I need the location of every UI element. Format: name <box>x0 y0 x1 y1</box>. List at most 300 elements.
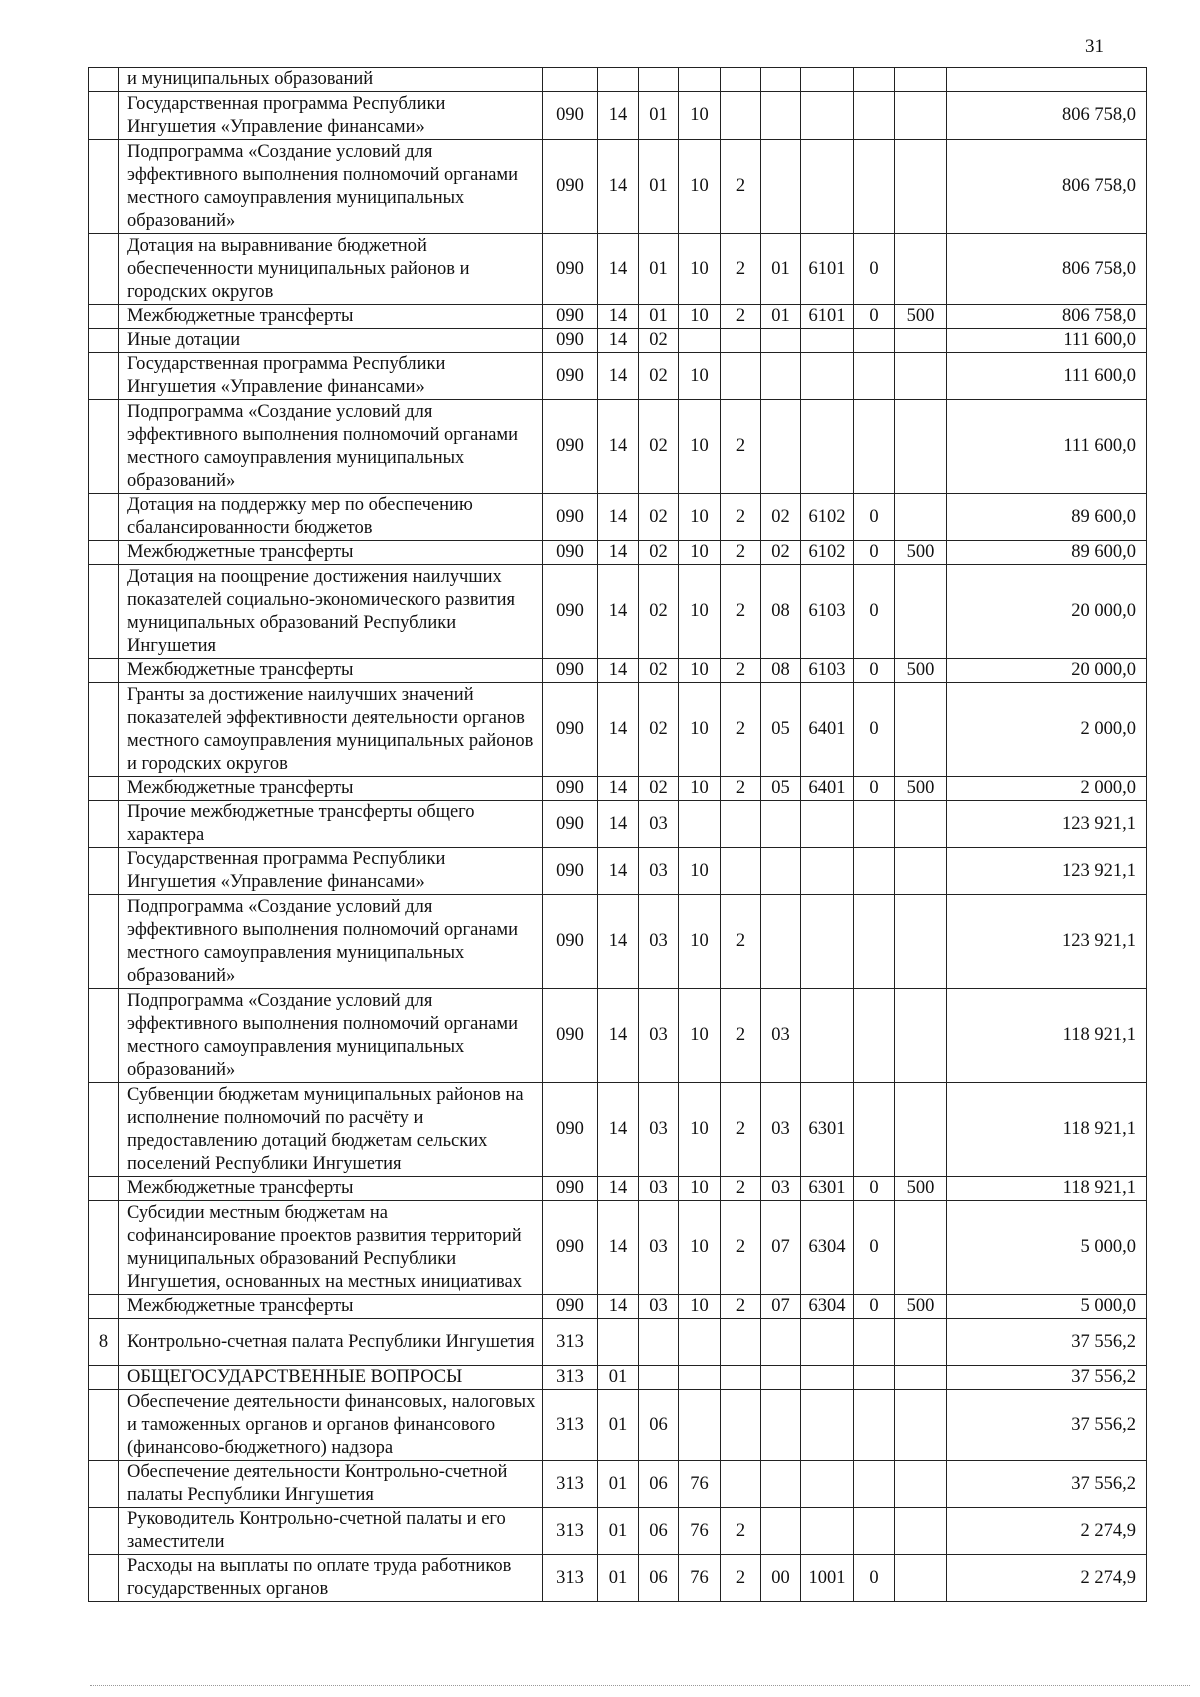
code-expense-type <box>895 801 947 848</box>
code-event <box>761 140 801 234</box>
item-name: Расходы на выплаты по оплате труда работников государственных органов <box>119 1555 543 1602</box>
code-section: 14 <box>598 92 639 140</box>
row-number <box>89 777 119 801</box>
amount: 37 556,2 <box>947 1366 1147 1390</box>
code-ministry <box>543 68 598 92</box>
page-number: 31 <box>1085 36 1104 57</box>
code-direction <box>801 353 854 400</box>
code-direction: 6103 <box>801 659 854 683</box>
budget-table <box>88 67 1147 1602</box>
code-detail <box>854 68 895 92</box>
code-program: 10 <box>679 848 721 895</box>
code-expense-type: 500 <box>895 1295 947 1319</box>
code-section: 14 <box>598 1083 639 1177</box>
code-direction: 6101 <box>801 305 854 329</box>
amount: 2 274,9 <box>947 1555 1147 1602</box>
code-expense-type <box>895 1508 947 1555</box>
code-expense-type <box>895 92 947 140</box>
code-direction: 6103 <box>801 565 854 659</box>
code-subsection <box>639 1366 679 1390</box>
table-row <box>89 329 1147 353</box>
row-number <box>89 140 119 234</box>
code-program: 10 <box>679 1177 721 1201</box>
code-event: 03 <box>761 1177 801 1201</box>
code-detail <box>854 848 895 895</box>
code-direction: 6401 <box>801 777 854 801</box>
amount: 806 758,0 <box>947 140 1147 234</box>
code-event <box>761 68 801 92</box>
code-direction: 1001 <box>801 1555 854 1602</box>
code-direction: 6102 <box>801 494 854 541</box>
code-program: 10 <box>679 659 721 683</box>
code-subsection: 02 <box>639 565 679 659</box>
code-ministry: 090 <box>543 541 598 565</box>
code-subsection: 03 <box>639 1201 679 1295</box>
amount: 111 600,0 <box>947 353 1147 400</box>
code-section: 01 <box>598 1366 639 1390</box>
code-ministry: 090 <box>543 777 598 801</box>
code-event <box>761 1461 801 1508</box>
code-program: 76 <box>679 1508 721 1555</box>
code-detail <box>854 400 895 494</box>
code-subprogram: 2 <box>721 234 761 305</box>
code-detail <box>854 1508 895 1555</box>
row-number <box>89 1177 119 1201</box>
code-subsection: 03 <box>639 801 679 848</box>
code-detail: 0 <box>854 1295 895 1319</box>
row-number <box>89 1508 119 1555</box>
code-expense-type <box>895 494 947 541</box>
item-name: Подпрограмма «Создание условий для эффективного выполнения полномочий органами местного самоуправления муниципальных образований» <box>119 400 543 494</box>
table-row <box>89 683 1147 777</box>
code-section: 14 <box>598 683 639 777</box>
code-event: 08 <box>761 565 801 659</box>
code-expense-type <box>895 353 947 400</box>
table-row <box>89 848 1147 895</box>
code-detail <box>854 1390 895 1461</box>
code-direction: 6301 <box>801 1177 854 1201</box>
code-ministry: 090 <box>543 92 598 140</box>
amount: 2 000,0 <box>947 777 1147 801</box>
code-detail <box>854 329 895 353</box>
table-row <box>89 494 1147 541</box>
item-name: Контрольно-счетная палата Республики Ингушетия <box>119 1319 543 1366</box>
table-row <box>89 1508 1147 1555</box>
code-program: 10 <box>679 541 721 565</box>
code-ministry: 090 <box>543 353 598 400</box>
amount: 5 000,0 <box>947 1201 1147 1295</box>
code-detail <box>854 989 895 1083</box>
code-program: 10 <box>679 140 721 234</box>
code-detail: 0 <box>854 234 895 305</box>
code-subprogram: 2 <box>721 1177 761 1201</box>
code-subsection: 02 <box>639 494 679 541</box>
code-subprogram <box>721 1390 761 1461</box>
code-direction <box>801 1390 854 1461</box>
code-section: 14 <box>598 400 639 494</box>
code-event <box>761 353 801 400</box>
code-subprogram: 2 <box>721 541 761 565</box>
code-subsection: 02 <box>639 777 679 801</box>
row-number <box>89 801 119 848</box>
code-ministry: 090 <box>543 659 598 683</box>
code-subprogram: 2 <box>721 777 761 801</box>
code-subprogram <box>721 68 761 92</box>
code-event: 07 <box>761 1295 801 1319</box>
item-name: Подпрограмма «Создание условий для эффективного выполнения полномочий органами местного самоуправления муниципальных образований» <box>119 989 543 1083</box>
code-subprogram: 2 <box>721 683 761 777</box>
code-section: 14 <box>598 1201 639 1295</box>
code-detail: 0 <box>854 541 895 565</box>
code-direction: 6304 <box>801 1295 854 1319</box>
code-direction: 6401 <box>801 683 854 777</box>
code-subprogram: 2 <box>721 659 761 683</box>
code-expense-type <box>895 565 947 659</box>
code-subsection: 02 <box>639 400 679 494</box>
code-event <box>761 92 801 140</box>
table-row <box>89 68 1147 92</box>
table-row <box>89 895 1147 989</box>
code-section: 14 <box>598 848 639 895</box>
code-program <box>679 329 721 353</box>
code-section: 14 <box>598 777 639 801</box>
code-detail: 0 <box>854 1177 895 1201</box>
item-name: Подпрограмма «Создание условий для эффективного выполнения полномочий органами местного самоуправления муниципальных образований» <box>119 140 543 234</box>
row-number <box>89 895 119 989</box>
item-name: Межбюджетные трансферты <box>119 1295 543 1319</box>
code-detail: 0 <box>854 1201 895 1295</box>
item-name: Субвенции бюджетам муниципальных районов на исполнение полномочий по расчёту и предоставлению дотаций бюджетам сельских поселений Республики Ингушетия <box>119 1083 543 1177</box>
code-event <box>761 1390 801 1461</box>
code-detail: 0 <box>854 1555 895 1602</box>
code-subsection: 06 <box>639 1461 679 1508</box>
code-direction: 6301 <box>801 1083 854 1177</box>
code-subsection: 01 <box>639 234 679 305</box>
code-program: 10 <box>679 895 721 989</box>
item-name: Дотация на выравнивание бюджетной обеспеченности муниципальных районов и городских округов <box>119 234 543 305</box>
code-event: 05 <box>761 777 801 801</box>
code-subprogram <box>721 1461 761 1508</box>
amount: 118 921,1 <box>947 1177 1147 1201</box>
code-subprogram: 2 <box>721 140 761 234</box>
table-row <box>89 140 1147 234</box>
item-name: Иные дотации <box>119 329 543 353</box>
code-expense-type <box>895 329 947 353</box>
table-row <box>89 659 1147 683</box>
code-section: 14 <box>598 234 639 305</box>
code-section: 14 <box>598 565 639 659</box>
code-event <box>761 400 801 494</box>
code-ministry: 090 <box>543 1295 598 1319</box>
code-expense-type: 500 <box>895 305 947 329</box>
code-expense-type: 500 <box>895 541 947 565</box>
code-event: 01 <box>761 305 801 329</box>
code-subsection: 03 <box>639 1295 679 1319</box>
code-ministry: 090 <box>543 140 598 234</box>
code-ministry: 090 <box>543 234 598 305</box>
code-detail: 0 <box>854 659 895 683</box>
code-subprogram: 2 <box>721 305 761 329</box>
code-subprogram: 2 <box>721 400 761 494</box>
code-ministry: 313 <box>543 1508 598 1555</box>
code-expense-type: 500 <box>895 1177 947 1201</box>
code-program: 10 <box>679 1083 721 1177</box>
code-expense-type <box>895 1201 947 1295</box>
code-expense-type <box>895 1555 947 1602</box>
code-detail <box>854 1366 895 1390</box>
amount: 111 600,0 <box>947 329 1147 353</box>
code-ministry: 090 <box>543 895 598 989</box>
row-number <box>89 305 119 329</box>
code-event <box>761 895 801 989</box>
code-program: 10 <box>679 400 721 494</box>
code-ministry: 313 <box>543 1319 598 1366</box>
code-ministry: 313 <box>543 1366 598 1390</box>
code-section: 14 <box>598 895 639 989</box>
code-section: 14 <box>598 989 639 1083</box>
code-direction <box>801 92 854 140</box>
code-expense-type <box>895 1319 947 1366</box>
code-direction <box>801 801 854 848</box>
amount: 37 556,2 <box>947 1390 1147 1461</box>
code-subsection: 03 <box>639 989 679 1083</box>
code-subprogram <box>721 329 761 353</box>
code-detail <box>854 895 895 989</box>
code-direction <box>801 895 854 989</box>
scan-dotted-line <box>90 1685 1190 1688</box>
code-program: 10 <box>679 234 721 305</box>
row-number <box>89 68 119 92</box>
table-row <box>89 1201 1147 1295</box>
amount: 2 274,9 <box>947 1508 1147 1555</box>
code-subprogram <box>721 848 761 895</box>
amount: 123 921,1 <box>947 895 1147 989</box>
code-subsection <box>639 68 679 92</box>
code-detail <box>854 1461 895 1508</box>
code-program <box>679 801 721 848</box>
row-number <box>89 848 119 895</box>
code-expense-type <box>895 989 947 1083</box>
amount <box>947 68 1147 92</box>
code-direction: 6101 <box>801 234 854 305</box>
code-subprogram <box>721 801 761 848</box>
code-event <box>761 1508 801 1555</box>
code-subsection: 01 <box>639 305 679 329</box>
code-subsection: 01 <box>639 92 679 140</box>
code-section: 01 <box>598 1555 639 1602</box>
code-subsection: 06 <box>639 1508 679 1555</box>
code-subsection: 03 <box>639 1083 679 1177</box>
code-ministry: 090 <box>543 494 598 541</box>
code-detail: 0 <box>854 565 895 659</box>
code-ministry: 090 <box>543 1177 598 1201</box>
row-number: 8 <box>89 1319 119 1366</box>
item-name: Межбюджетные трансферты <box>119 305 543 329</box>
code-ministry: 090 <box>543 683 598 777</box>
row-number <box>89 1555 119 1602</box>
item-name: ОБЩЕГОСУДАРСТВЕННЫЕ ВОПРОСЫ <box>119 1366 543 1390</box>
code-subprogram: 2 <box>721 1555 761 1602</box>
code-expense-type <box>895 683 947 777</box>
amount: 806 758,0 <box>947 305 1147 329</box>
row-number <box>89 683 119 777</box>
code-subprogram: 2 <box>721 1508 761 1555</box>
code-event: 02 <box>761 541 801 565</box>
code-subprogram: 2 <box>721 895 761 989</box>
code-subprogram: 2 <box>721 1295 761 1319</box>
code-ministry: 090 <box>543 305 598 329</box>
amount: 20 000,0 <box>947 565 1147 659</box>
row-number <box>89 1366 119 1390</box>
item-name: Субсидии местным бюджетам на софинансирование проектов развития территорий муниципальных образований Республики Ингушетия, основанных на местных инициативах <box>119 1201 543 1295</box>
code-expense-type: 500 <box>895 659 947 683</box>
row-number <box>89 353 119 400</box>
table-row <box>89 565 1147 659</box>
code-program: 10 <box>679 494 721 541</box>
code-subprogram <box>721 1319 761 1366</box>
amount: 806 758,0 <box>947 234 1147 305</box>
code-expense-type <box>895 1461 947 1508</box>
code-subprogram: 2 <box>721 1201 761 1295</box>
code-event <box>761 848 801 895</box>
row-number <box>89 234 119 305</box>
code-direction <box>801 848 854 895</box>
code-expense-type <box>895 140 947 234</box>
code-subsection: 02 <box>639 683 679 777</box>
row-number <box>89 329 119 353</box>
item-name: Руководитель Контрольно-счетной палаты и его заместители <box>119 1508 543 1555</box>
code-section: 01 <box>598 1390 639 1461</box>
code-detail: 0 <box>854 777 895 801</box>
code-direction <box>801 1508 854 1555</box>
code-event: 03 <box>761 989 801 1083</box>
code-section: 14 <box>598 140 639 234</box>
item-name: Гранты за достижение наилучших значений показателей эффективности деятельности органов местного самоуправления муниципальных районов и городских округов <box>119 683 543 777</box>
code-subsection: 06 <box>639 1555 679 1602</box>
row-number <box>89 541 119 565</box>
code-subsection: 03 <box>639 895 679 989</box>
code-detail <box>854 140 895 234</box>
code-ministry: 090 <box>543 801 598 848</box>
table-row <box>89 305 1147 329</box>
code-section: 01 <box>598 1461 639 1508</box>
item-name: Обеспечение деятельности Контрольно-счетной палаты Республики Ингушетия <box>119 1461 543 1508</box>
row-number <box>89 1461 119 1508</box>
code-expense-type <box>895 848 947 895</box>
code-ministry: 090 <box>543 989 598 1083</box>
code-section: 14 <box>598 329 639 353</box>
code-subprogram <box>721 353 761 400</box>
code-event <box>761 329 801 353</box>
row-number <box>89 1083 119 1177</box>
code-subsection: 02 <box>639 353 679 400</box>
item-name: Государственная программа Республики Ингушетия «Управление финансами» <box>119 92 543 140</box>
code-ministry: 313 <box>543 1461 598 1508</box>
code-program: 10 <box>679 683 721 777</box>
code-program: 10 <box>679 1201 721 1295</box>
amount: 111 600,0 <box>947 400 1147 494</box>
code-program: 10 <box>679 777 721 801</box>
row-number <box>89 989 119 1083</box>
code-expense-type <box>895 234 947 305</box>
code-direction <box>801 989 854 1083</box>
code-ministry: 090 <box>543 1201 598 1295</box>
code-subsection: 02 <box>639 659 679 683</box>
budget-table-body <box>89 68 1147 1602</box>
table-row <box>89 1366 1147 1390</box>
table-row <box>89 234 1147 305</box>
row-number <box>89 494 119 541</box>
code-detail: 0 <box>854 305 895 329</box>
code-program: 10 <box>679 353 721 400</box>
code-event: 08 <box>761 659 801 683</box>
code-direction <box>801 329 854 353</box>
row-number <box>89 659 119 683</box>
code-section <box>598 68 639 92</box>
code-subsection: 03 <box>639 1177 679 1201</box>
amount: 2 000,0 <box>947 683 1147 777</box>
item-name: Государственная программа Республики Ингушетия «Управление финансами» <box>119 353 543 400</box>
code-program: 10 <box>679 989 721 1083</box>
item-name: Межбюджетные трансферты <box>119 659 543 683</box>
code-ministry: 090 <box>543 329 598 353</box>
item-name: Межбюджетные трансферты <box>119 1177 543 1201</box>
code-event <box>761 1366 801 1390</box>
code-section: 14 <box>598 494 639 541</box>
code-subsection: 02 <box>639 541 679 565</box>
amount: 20 000,0 <box>947 659 1147 683</box>
row-number <box>89 1295 119 1319</box>
code-event: 03 <box>761 1083 801 1177</box>
amount: 89 600,0 <box>947 541 1147 565</box>
item-name: Дотация на поощрение достижения наилучших показателей социально-экономического развития муниципальных образований Республики Ингушетия <box>119 565 543 659</box>
table-row <box>89 541 1147 565</box>
code-ministry: 090 <box>543 565 598 659</box>
table-row <box>89 1083 1147 1177</box>
code-detail: 0 <box>854 683 895 777</box>
code-detail <box>854 353 895 400</box>
code-event: 01 <box>761 234 801 305</box>
item-name: Государственная программа Республики Ингушетия «Управление финансами» <box>119 848 543 895</box>
code-subsection: 06 <box>639 1390 679 1461</box>
table-row <box>89 777 1147 801</box>
code-section <box>598 1319 639 1366</box>
code-section: 01 <box>598 1508 639 1555</box>
table-row <box>89 1177 1147 1201</box>
code-program <box>679 68 721 92</box>
code-section: 14 <box>598 1177 639 1201</box>
code-subprogram: 2 <box>721 989 761 1083</box>
row-number <box>89 1201 119 1295</box>
code-direction <box>801 68 854 92</box>
code-subsection <box>639 1319 679 1366</box>
item-name: Прочие межбюджетные трансферты общего характера <box>119 801 543 848</box>
code-subprogram <box>721 92 761 140</box>
code-section: 14 <box>598 353 639 400</box>
item-name: Дотация на поддержку мер по обеспечению сбалансированности бюджетов <box>119 494 543 541</box>
code-ministry: 313 <box>543 1555 598 1602</box>
code-expense-type <box>895 1390 947 1461</box>
code-direction <box>801 1366 854 1390</box>
code-subprogram: 2 <box>721 1083 761 1177</box>
item-name: Межбюджетные трансферты <box>119 541 543 565</box>
table-row <box>89 801 1147 848</box>
code-subsection: 01 <box>639 140 679 234</box>
row-number <box>89 400 119 494</box>
code-section: 14 <box>598 541 639 565</box>
code-expense-type <box>895 68 947 92</box>
amount: 118 921,1 <box>947 989 1147 1083</box>
